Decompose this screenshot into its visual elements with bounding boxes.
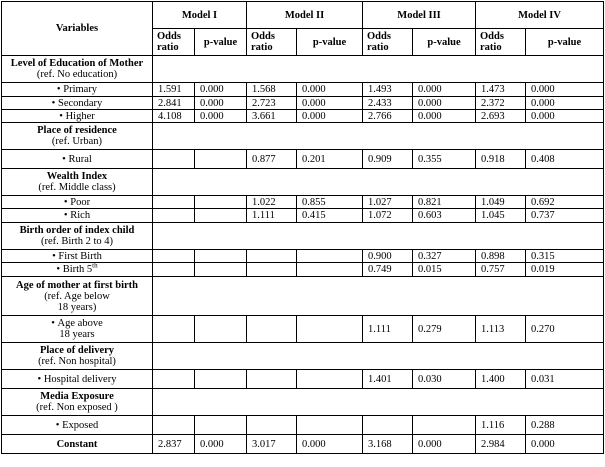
table-cell: 0.019 bbox=[526, 263, 604, 277]
row-label: • Hospital delivery bbox=[2, 370, 153, 389]
odds-ratio-header: Odds ratio bbox=[153, 29, 195, 56]
table-cell bbox=[247, 416, 297, 435]
table-cell bbox=[297, 250, 363, 263]
group-label: Media Exposure (ref. Non exposed ) bbox=[2, 389, 153, 416]
table-row bbox=[2, 263, 604, 277]
table-cell: 2.723 bbox=[247, 97, 297, 110]
table-row bbox=[2, 416, 604, 435]
table-cell bbox=[297, 416, 363, 435]
table-cell bbox=[195, 250, 247, 263]
table-cell: 1.113 bbox=[476, 316, 526, 343]
empty-cell bbox=[153, 277, 604, 316]
group-header-row bbox=[2, 56, 604, 83]
table-cell: 0.315 bbox=[526, 250, 604, 263]
group-header-row bbox=[2, 123, 604, 150]
p-value-header: p-value bbox=[195, 29, 247, 56]
table-cell: 2.693 bbox=[476, 110, 526, 123]
table-cell: 1.591 bbox=[153, 83, 195, 97]
table-cell: 0.918 bbox=[476, 150, 526, 169]
table-cell: 3.661 bbox=[247, 110, 297, 123]
table-cell bbox=[247, 250, 297, 263]
group-label: Age of mother at first birth (ref. Age below 18 years) bbox=[2, 277, 153, 316]
table-cell: 2.433 bbox=[363, 97, 413, 110]
table-cell: 0.000 bbox=[413, 435, 476, 454]
table-cell: 0.355 bbox=[413, 150, 476, 169]
table-cell: 0.692 bbox=[526, 196, 604, 209]
group-header-row bbox=[2, 343, 604, 370]
variables-header: Variables bbox=[2, 2, 153, 56]
table-cell: 1.116 bbox=[476, 416, 526, 435]
table-cell: 0.030 bbox=[413, 370, 476, 389]
table-row bbox=[2, 209, 604, 223]
odds-ratio-header: Odds ratio bbox=[247, 29, 297, 56]
model-2-header: Model II bbox=[247, 2, 363, 29]
odds-ratio-table bbox=[1, 1, 604, 454]
odds-ratio-header: Odds ratio bbox=[476, 29, 526, 56]
model-3-header: Model III bbox=[363, 2, 476, 29]
empty-cell bbox=[153, 169, 604, 196]
table-cell: 1.049 bbox=[476, 196, 526, 209]
empty-cell bbox=[153, 343, 604, 370]
table-cell: 0.000 bbox=[195, 83, 247, 97]
header-row-models bbox=[2, 2, 604, 29]
table-cell: 0.821 bbox=[413, 196, 476, 209]
table-cell: 1.568 bbox=[247, 83, 297, 97]
table-cell: 1.045 bbox=[476, 209, 526, 223]
empty-cell bbox=[153, 389, 604, 416]
table-cell: 0.000 bbox=[195, 435, 247, 454]
group-header-row bbox=[2, 389, 604, 416]
table-cell: 0.279 bbox=[413, 316, 476, 343]
table-cell bbox=[297, 316, 363, 343]
table-cell: 1.111 bbox=[363, 316, 413, 343]
table-cell bbox=[195, 370, 247, 389]
table-cell: 0.000 bbox=[297, 83, 363, 97]
table-cell: 0.000 bbox=[526, 97, 604, 110]
p-value-header: p-value bbox=[297, 29, 363, 56]
table-row bbox=[2, 83, 604, 97]
empty-cell bbox=[153, 56, 604, 83]
p-value-header: p-value bbox=[413, 29, 476, 56]
group-header-row bbox=[2, 169, 604, 196]
table-cell: 0.408 bbox=[526, 150, 604, 169]
table-cell: 0.603 bbox=[413, 209, 476, 223]
table-row bbox=[2, 316, 604, 343]
row-label: • Poor bbox=[2, 196, 153, 209]
table-cell: 0.749 bbox=[363, 263, 413, 277]
table-cell bbox=[153, 150, 195, 169]
group-header-row bbox=[2, 277, 604, 316]
table-row bbox=[2, 97, 604, 110]
row-label: • Rich bbox=[2, 209, 153, 223]
table-cell: 0.909 bbox=[363, 150, 413, 169]
table-cell bbox=[195, 263, 247, 277]
table-cell: 0.000 bbox=[526, 435, 604, 454]
p-value-header: p-value bbox=[526, 29, 604, 56]
table-cell: 2.837 bbox=[153, 435, 195, 454]
table-cell: 0.000 bbox=[526, 83, 604, 97]
row-label: • Age above 18 years bbox=[2, 316, 153, 343]
table-cell: 1.027 bbox=[363, 196, 413, 209]
table-cell: 1.493 bbox=[363, 83, 413, 97]
table-cell: 0.000 bbox=[297, 435, 363, 454]
table-cell: 2.841 bbox=[153, 97, 195, 110]
table-cell: 2.372 bbox=[476, 97, 526, 110]
table-cell: 0.898 bbox=[476, 250, 526, 263]
group-header-row bbox=[2, 223, 604, 250]
model-4-header: Model IV bbox=[476, 2, 604, 29]
model-1-header: Model I bbox=[153, 2, 247, 29]
table-cell bbox=[195, 209, 247, 223]
table-cell: 1.473 bbox=[476, 83, 526, 97]
table-row bbox=[2, 250, 604, 263]
table-cell: 0.000 bbox=[297, 110, 363, 123]
row-label: • First Birth bbox=[2, 250, 153, 263]
table-cell: 0.288 bbox=[526, 416, 604, 435]
group-label: Wealth Index (ref. Middle class) bbox=[2, 169, 153, 196]
table-cell: 0.000 bbox=[195, 97, 247, 110]
row-label: • Primary bbox=[2, 83, 153, 97]
table-cell: 2.766 bbox=[363, 110, 413, 123]
constant-label: Constant bbox=[2, 435, 153, 454]
table-row bbox=[2, 370, 604, 389]
row-label: • Birth 5th bbox=[2, 263, 153, 277]
group-label: Birth order of index child (ref. Birth 2 to 4) bbox=[2, 223, 153, 250]
table-cell: 0.000 bbox=[297, 97, 363, 110]
table-row bbox=[2, 150, 604, 169]
table-cell: 0.900 bbox=[363, 250, 413, 263]
odds-ratio-header: Odds ratio bbox=[363, 29, 413, 56]
table-cell: 1.022 bbox=[247, 196, 297, 209]
table-cell bbox=[153, 263, 195, 277]
table-cell bbox=[195, 316, 247, 343]
table-cell: 0.201 bbox=[297, 150, 363, 169]
table-cell: 3.168 bbox=[363, 435, 413, 454]
table-row bbox=[2, 196, 604, 209]
table-cell bbox=[297, 370, 363, 389]
table-cell: 0.737 bbox=[526, 209, 604, 223]
table-cell bbox=[195, 150, 247, 169]
empty-cell bbox=[153, 123, 604, 150]
group-label: Place of delivery (ref. Non hospital) bbox=[2, 343, 153, 370]
table-cell: 2.984 bbox=[476, 435, 526, 454]
table-cell: 1.072 bbox=[363, 209, 413, 223]
row-label: • Higher bbox=[2, 110, 153, 123]
table-cell: 4.108 bbox=[153, 110, 195, 123]
table-cell: 1.401 bbox=[363, 370, 413, 389]
table-cell: 0.757 bbox=[476, 263, 526, 277]
group-label: Place of residence (ref. Urban) bbox=[2, 123, 153, 150]
table-row bbox=[2, 110, 604, 123]
table-cell: 0.855 bbox=[297, 196, 363, 209]
table-cell bbox=[195, 196, 247, 209]
table-cell bbox=[153, 196, 195, 209]
table-cell bbox=[195, 416, 247, 435]
table-cell: 0.000 bbox=[195, 110, 247, 123]
empty-cell bbox=[153, 223, 604, 250]
table-cell: 0.000 bbox=[526, 110, 604, 123]
table-cell bbox=[297, 263, 363, 277]
table-cell: 0.415 bbox=[297, 209, 363, 223]
table-cell: 3.017 bbox=[247, 435, 297, 454]
table-cell: 0.015 bbox=[413, 263, 476, 277]
row-label: • Secondary bbox=[2, 97, 153, 110]
constant-row bbox=[2, 435, 604, 454]
table-cell: 0.031 bbox=[526, 370, 604, 389]
table-cell bbox=[247, 263, 297, 277]
table-cell bbox=[413, 416, 476, 435]
table-cell bbox=[153, 316, 195, 343]
group-label: Level of Education of Mother (ref. No education) bbox=[2, 56, 153, 83]
table-cell bbox=[363, 416, 413, 435]
table-cell: 0.000 bbox=[413, 110, 476, 123]
table-cell: 0.270 bbox=[526, 316, 604, 343]
table-cell bbox=[247, 370, 297, 389]
table-cell bbox=[153, 416, 195, 435]
table-cell: 1.111 bbox=[247, 209, 297, 223]
table-cell: 1.400 bbox=[476, 370, 526, 389]
row-label: • Exposed bbox=[2, 416, 153, 435]
table-cell bbox=[153, 370, 195, 389]
table-cell: 0.000 bbox=[413, 83, 476, 97]
row-label: • Rural bbox=[2, 150, 153, 169]
table-cell: 0.000 bbox=[413, 97, 476, 110]
table-cell bbox=[153, 250, 195, 263]
table-cell: 0.327 bbox=[413, 250, 476, 263]
table-cell: 0.877 bbox=[247, 150, 297, 169]
table-cell bbox=[153, 209, 195, 223]
table-cell bbox=[247, 316, 297, 343]
